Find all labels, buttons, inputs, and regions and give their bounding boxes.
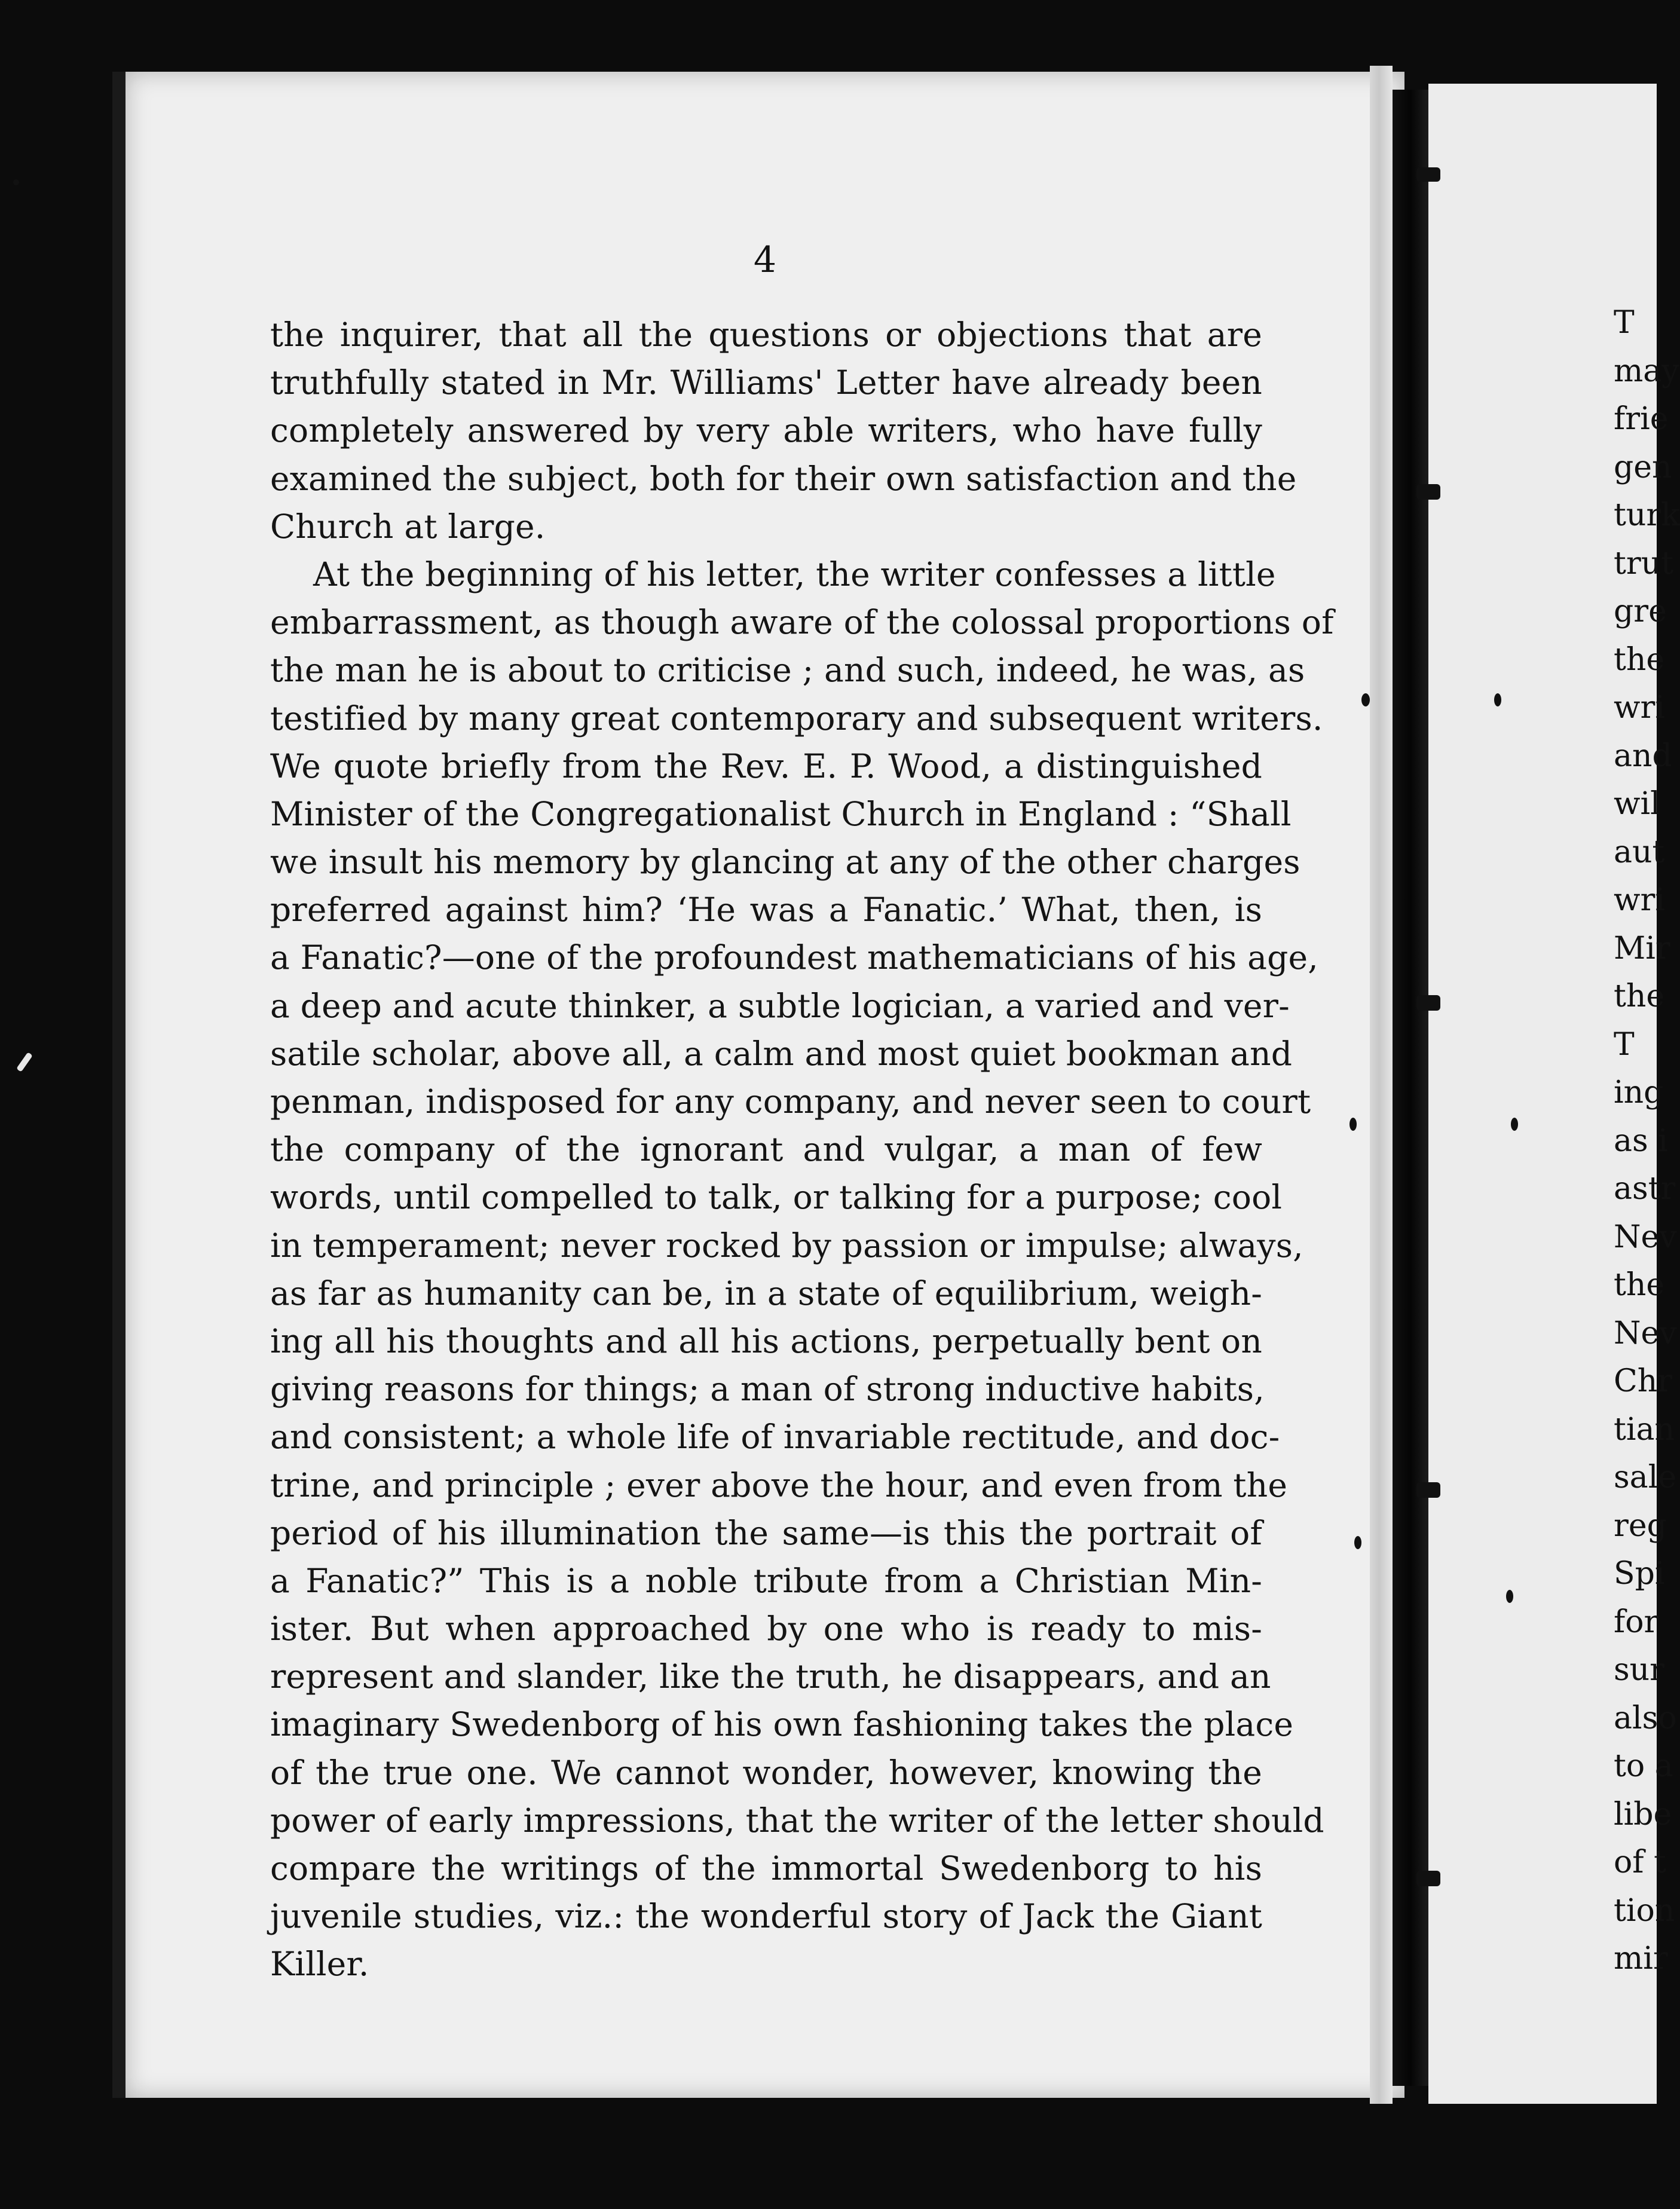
fragment-line: tian — [1614, 1411, 1675, 1448]
ink-spot — [1506, 1590, 1513, 1603]
text-line: completely answered by very able writers, who have fully — [270, 411, 1262, 450]
text-line: We quote briefly from the Rev. E. P. Wood, a distinguished — [270, 746, 1262, 785]
fragment-line: the — [1614, 641, 1665, 678]
text-line: words, until compelled to talk, or talking for a purpose; cool — [270, 1178, 1283, 1217]
scan-mark — [13, 179, 19, 185]
text-line: compare the writings of the immortal Swedenborg to his — [270, 1849, 1262, 1887]
binding-clip — [1416, 1482, 1440, 1498]
book-spine — [1393, 90, 1428, 2086]
text-line: as far as humanity can be, in a state of equilibrium, weigh- — [270, 1274, 1262, 1312]
fragment-line: sur — [1614, 1652, 1665, 1688]
text-line: the man he is about to criticise ; and such, indeed, he was, as — [270, 651, 1305, 690]
ink-spot — [1361, 693, 1370, 706]
fragment-line: wri — [1614, 882, 1665, 918]
fragment-line: Nev — [1614, 1219, 1677, 1255]
text-line: Killer. — [270, 1945, 369, 1984]
fragment-line: gre — [1614, 593, 1667, 629]
text-line: truthfully stated in Mr. Williams' Letter have already been — [270, 363, 1262, 402]
binding-clip — [1416, 167, 1440, 182]
fragment-line: the — [1614, 1267, 1665, 1303]
text-line: Minister of the Congregationalist Church in England : “Shall — [270, 794, 1292, 833]
text-line: At the beginning of his letter, the writer confesses a little — [313, 555, 1276, 593]
binding-clip — [1416, 995, 1440, 1011]
fragment-line: tion — [1614, 1892, 1675, 1929]
text-line: period of his illumination the same—is this the portrait of — [270, 1513, 1262, 1552]
fragment-line: reg — [1614, 1507, 1667, 1544]
text-line: trine, and principle ; ever above the hour, and even from the — [270, 1465, 1288, 1504]
page-body-text — [270, 311, 1334, 1988]
text-line: embarrassment, as though aware of the colossal proportions of — [270, 603, 1334, 642]
binding-clip — [1416, 484, 1440, 500]
fragment-line: to a — [1614, 1748, 1673, 1784]
text-line: power of early impressions, that the writer of the letter should — [270, 1801, 1324, 1840]
fragment-line: libe — [1614, 1796, 1672, 1832]
scan-mark — [16, 1052, 33, 1072]
fragment-line: wil — [1614, 786, 1660, 822]
fragment-line: wri — [1614, 690, 1665, 726]
text-line: preferred against him? ‘He was a Fanatic.’ What, then, is — [270, 891, 1262, 929]
text-line: imaginary Swedenborg of his own fashioning takes the place — [270, 1705, 1294, 1744]
text-line: ister. But when approached by one who is ready to mis- — [270, 1610, 1262, 1648]
text-line: penman, indisposed for any company, and never seen to court — [270, 1082, 1311, 1121]
text-line: giving reasons for things; a man of strong inductive habits, — [270, 1370, 1265, 1409]
fragment-line: frie — [1614, 401, 1669, 437]
text-line: a Fanatic?—one of the profoundest mathematicians of his age, — [270, 938, 1318, 977]
binding-clip — [1416, 1871, 1440, 1886]
text-line: satile scholar, above all, a calm and most quiet bookman and — [270, 1034, 1293, 1073]
fragment-line: gen — [1614, 449, 1672, 485]
text-line: and consistent; a whole life of invariable rectitude, and doc- — [270, 1418, 1280, 1457]
text-line: in temperament; never rocked by passion or impulse; always, — [270, 1226, 1303, 1265]
fragment-line: of t — [1614, 1844, 1666, 1880]
text-line: we insult his memory by glancing at any of the other charges — [270, 843, 1300, 882]
fragment-line: ing — [1614, 1075, 1664, 1110]
text-line: testified by many great contemporary and subsequent writers. — [270, 699, 1323, 738]
fragment-line: for — [1614, 1604, 1659, 1640]
ink-spot — [1511, 1118, 1518, 1131]
fragment-line: astr — [1614, 1171, 1676, 1207]
fragment-line: aut — [1614, 834, 1665, 870]
ink-spot — [1349, 1118, 1357, 1131]
fragment-line: the — [1614, 978, 1665, 1014]
text-line: the inquirer, that all the questions or objections that are — [270, 316, 1262, 354]
fragment-line: Mir — [1614, 930, 1670, 966]
ink-spot — [1354, 1536, 1361, 1549]
fragment-line: Chr — [1614, 1363, 1673, 1399]
fragment-line: Nev — [1614, 1315, 1677, 1351]
text-line: examined the subject, both for their own satisfaction and the — [270, 459, 1297, 498]
text-line: the company of the ignorant and vulgar, a man of few — [270, 1130, 1262, 1169]
text-line: ing all his thoughts and all his actions, perpetually bent on — [270, 1321, 1262, 1360]
text-line: of the true one. We cannot wonder, however, knowing the — [270, 1753, 1262, 1792]
fragment-line: T — [1614, 1026, 1635, 1063]
text-line: Church at large. — [270, 507, 546, 546]
fragment-line: also — [1614, 1700, 1677, 1736]
fragment-line: sale — [1614, 1460, 1677, 1495]
fragment-line: and — [1614, 738, 1672, 774]
fragment-line: Spi — [1614, 1556, 1665, 1592]
ink-spot — [1494, 693, 1501, 706]
fragment-line: mir — [1614, 1941, 1668, 1977]
text-line: a deep and acute thinker, a subtle logician, a varied and ver- — [270, 986, 1290, 1025]
page-gutter — [1370, 66, 1393, 2104]
text-line: a Fanatic?” This is a noble tribute from a Christian Min- — [270, 1561, 1262, 1600]
fragment-line: may — [1614, 353, 1679, 389]
text-line: juvenile studies, viz.: the wonderful story of Jack the Giant — [270, 1897, 1262, 1936]
fragment-line: as i — [1614, 1122, 1668, 1159]
fragment-line: T — [1614, 305, 1635, 341]
right-page-text-fragments — [1614, 299, 1680, 1983]
page-number: 4 — [753, 239, 777, 281]
fragment-line: turk — [1614, 497, 1680, 533]
text-line: represent and slander, like the truth, he disappears, and an — [270, 1657, 1271, 1696]
fragment-line: trut — [1614, 545, 1674, 582]
